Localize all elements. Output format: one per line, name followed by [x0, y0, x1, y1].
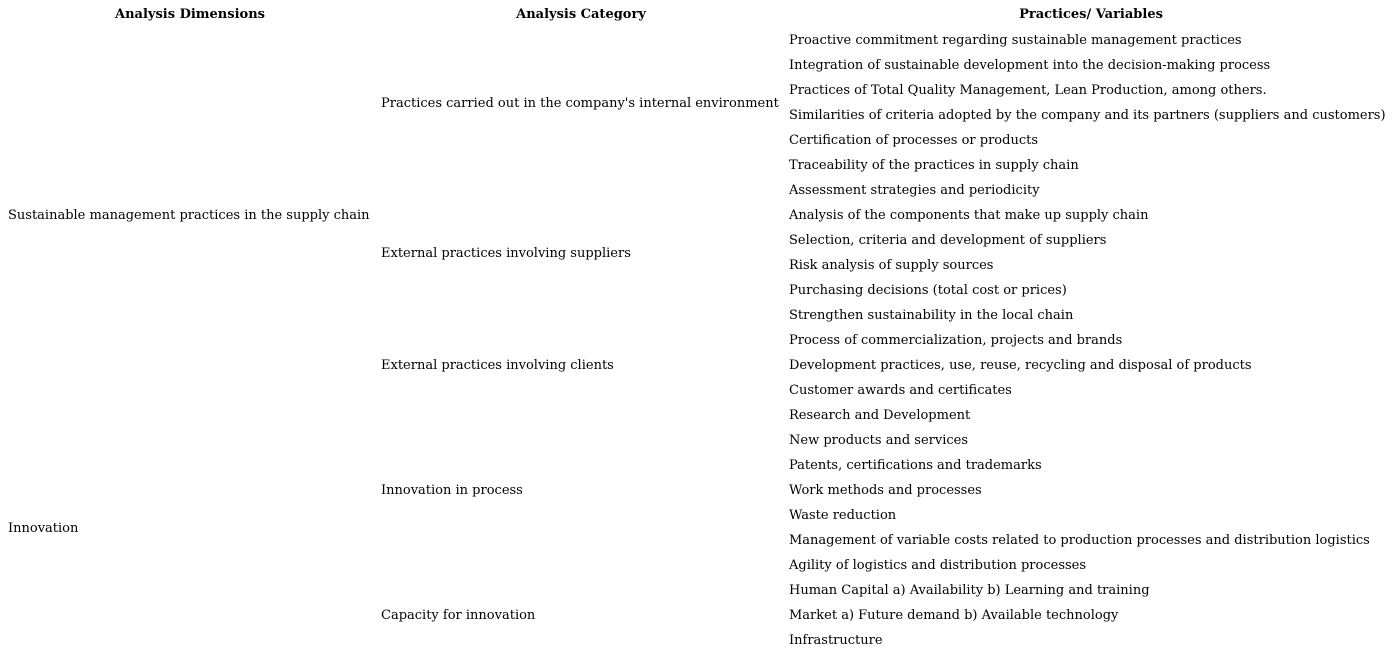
variable-cell: Process of commercialization, projects and brands — [789, 333, 1123, 348]
variable-cell: Integration of sustainable development into the decision-making process — [789, 58, 1271, 73]
variable-cell: Practices of Total Quality Management, Lean Production, among others. — [789, 83, 1267, 98]
variable-cell: Work methods and processes — [789, 483, 982, 498]
variable-cell: Patents, certifications and trademarks — [789, 458, 1042, 473]
variable-cell: Customer awards and certificates — [789, 383, 1012, 398]
variable-cell: Development practices, use, reuse, recycling and disposal of products — [789, 358, 1252, 373]
variable-cell: Research and Development — [789, 408, 971, 423]
header-analysis-category: Analysis Category — [516, 6, 646, 22]
variable-cell: Market a) Future demand b) Available technology — [789, 608, 1119, 623]
variable-cell: Agility of logistics and distribution processes — [789, 558, 1087, 573]
variable-cell: Selection, criteria and development of suppliers — [789, 233, 1107, 248]
variable-cell: Analysis of the components that make up supply chain — [789, 208, 1149, 223]
variable-cell: Purchasing decisions (total cost or prices) — [789, 283, 1067, 298]
table-row — [0, 28, 1400, 53]
category-cell: External practices involving suppliers — [381, 245, 631, 261]
variable-cell: Infrastructure — [789, 633, 883, 648]
header-practices-variables: Practices/ Variables — [1019, 6, 1163, 22]
variable-cell: Proactive commitment regarding sustainable management practices — [789, 33, 1242, 48]
variable-cell: Certification of processes or products — [789, 133, 1039, 148]
variable-cell: Assessment strategies and periodicity — [789, 183, 1040, 198]
variable-cell: Traceability of the practices in supply chain — [789, 158, 1079, 173]
header-analysis-dimensions: Analysis Dimensions — [115, 6, 265, 22]
category-cell: Capacity for innovation — [381, 608, 536, 623]
header-row — [0, 0, 1400, 28]
dimension-cell: Sustainable management practices in the supply chain — [8, 208, 370, 223]
variable-cell: New products and services — [789, 433, 968, 448]
variable-cell: Human Capital a) Availability b) Learning and training — [789, 583, 1150, 598]
variable-cell: Management of variable costs related to production processes and distribution logistics — [789, 533, 1370, 548]
category-cell: Innovation in process — [381, 483, 523, 498]
dimension-cell: Innovation — [8, 520, 79, 536]
variable-cell: Risk analysis of supply sources — [789, 258, 994, 273]
variable-cell: Similarities of criteria adopted by the company and its partners (suppliers and customers) — [789, 108, 1386, 123]
category-cell: Practices carried out in the company's internal environment — [381, 95, 779, 111]
variable-cell: Waste reduction — [789, 508, 897, 523]
table-row — [0, 403, 1400, 428]
variable-cell: Strengthen sustainability in the local chain — [789, 308, 1074, 323]
category-cell: External practices involving clients — [381, 358, 614, 373]
